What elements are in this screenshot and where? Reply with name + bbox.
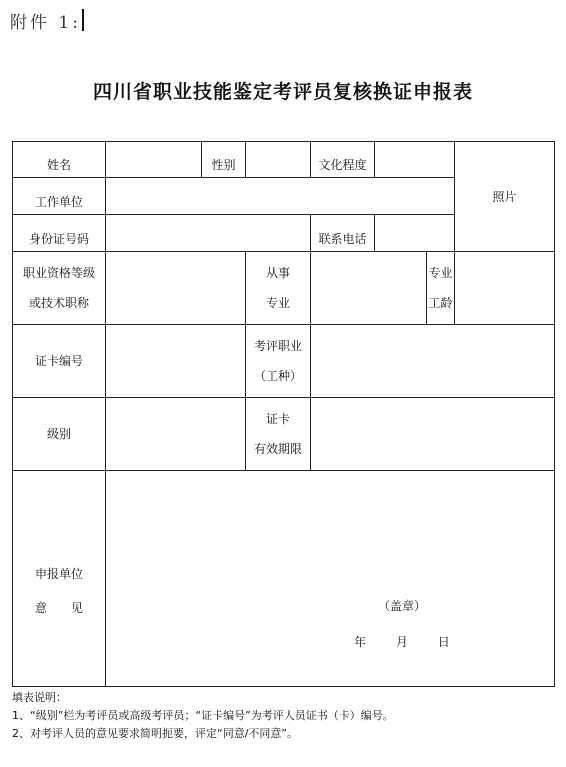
employer-label: 工作单位 xyxy=(13,178,106,215)
engaged-label-line1: 从事 xyxy=(266,266,291,280)
gender-field[interactable] xyxy=(246,142,311,178)
validity-label-line1: 证卡 xyxy=(266,412,291,426)
month-label: 月 xyxy=(395,635,408,649)
application-form-table xyxy=(12,141,555,687)
opinion-label-line2: 意 见 xyxy=(34,600,83,615)
seal-label: （盖章） xyxy=(378,599,427,613)
name-field[interactable] xyxy=(106,142,202,178)
gender-label: 性别 xyxy=(202,142,246,178)
photo-area[interactable]: 照片 xyxy=(455,142,555,252)
card-validity-field[interactable] xyxy=(311,398,555,471)
exam-job-label-line2: （工种） xyxy=(254,369,303,383)
education-label: 文化程度 xyxy=(311,142,375,178)
name-label: 姓名 xyxy=(13,142,106,178)
year-label: 年 xyxy=(354,635,367,649)
notes-item-1: 1、“级别”栏为考评员或高级考评员；“证卡编号”为考评人员证书（卡）编号。 xyxy=(12,709,394,722)
notes-heading: 填表说明： xyxy=(12,691,67,704)
date-line xyxy=(354,633,450,650)
specialty-years-label xyxy=(427,252,455,325)
years-label-line2: 工龄 xyxy=(428,296,453,310)
exam-job-label-line1: 考评职业 xyxy=(254,339,303,353)
exam-occupation-label xyxy=(246,325,311,398)
attachment-label: 附件 1: xyxy=(10,13,81,33)
engaged-specialty-label xyxy=(246,252,311,325)
page-title: 四川省职业技能鉴定考评员复核换证申报表 xyxy=(92,81,473,103)
text-cursor xyxy=(82,9,84,31)
engaged-label-line2: 专业 xyxy=(266,296,291,310)
qualification-label xyxy=(13,252,106,325)
employer-field[interactable] xyxy=(106,178,455,215)
level-label: 级别 xyxy=(13,398,106,471)
phone-label: 联系电话 xyxy=(311,215,375,252)
qualification-field[interactable] xyxy=(106,252,246,325)
opinion-label-line1: 申报单位 xyxy=(34,566,83,581)
unit-opinion-field[interactable] xyxy=(106,471,555,687)
qualification-label-line2: 或技术职称 xyxy=(28,296,89,310)
unit-opinion-label xyxy=(13,471,106,687)
education-field[interactable] xyxy=(375,142,455,178)
engaged-specialty-field[interactable] xyxy=(311,252,427,325)
id-number-field[interactable] xyxy=(106,215,311,252)
phone-field[interactable] xyxy=(375,215,455,252)
exam-occupation-field[interactable] xyxy=(311,325,555,398)
form-notes xyxy=(12,689,394,743)
day-label: 日 xyxy=(437,635,450,649)
years-label-line1: 专业 xyxy=(428,266,453,280)
validity-label-line2: 有效期限 xyxy=(254,442,303,456)
qualification-label-line1: 职业资格等级 xyxy=(22,266,95,280)
card-number-label: 证卡编号 xyxy=(13,325,106,398)
card-number-field[interactable] xyxy=(106,325,246,398)
level-field[interactable] xyxy=(106,398,246,471)
specialty-years-field[interactable] xyxy=(455,252,555,325)
notes-item-2: 2、对考评人员的意见要求简明扼要，评定“同意/不同意”。 xyxy=(12,727,299,740)
card-validity-label xyxy=(246,398,311,471)
id-number-label: 身份证号码 xyxy=(13,215,106,252)
